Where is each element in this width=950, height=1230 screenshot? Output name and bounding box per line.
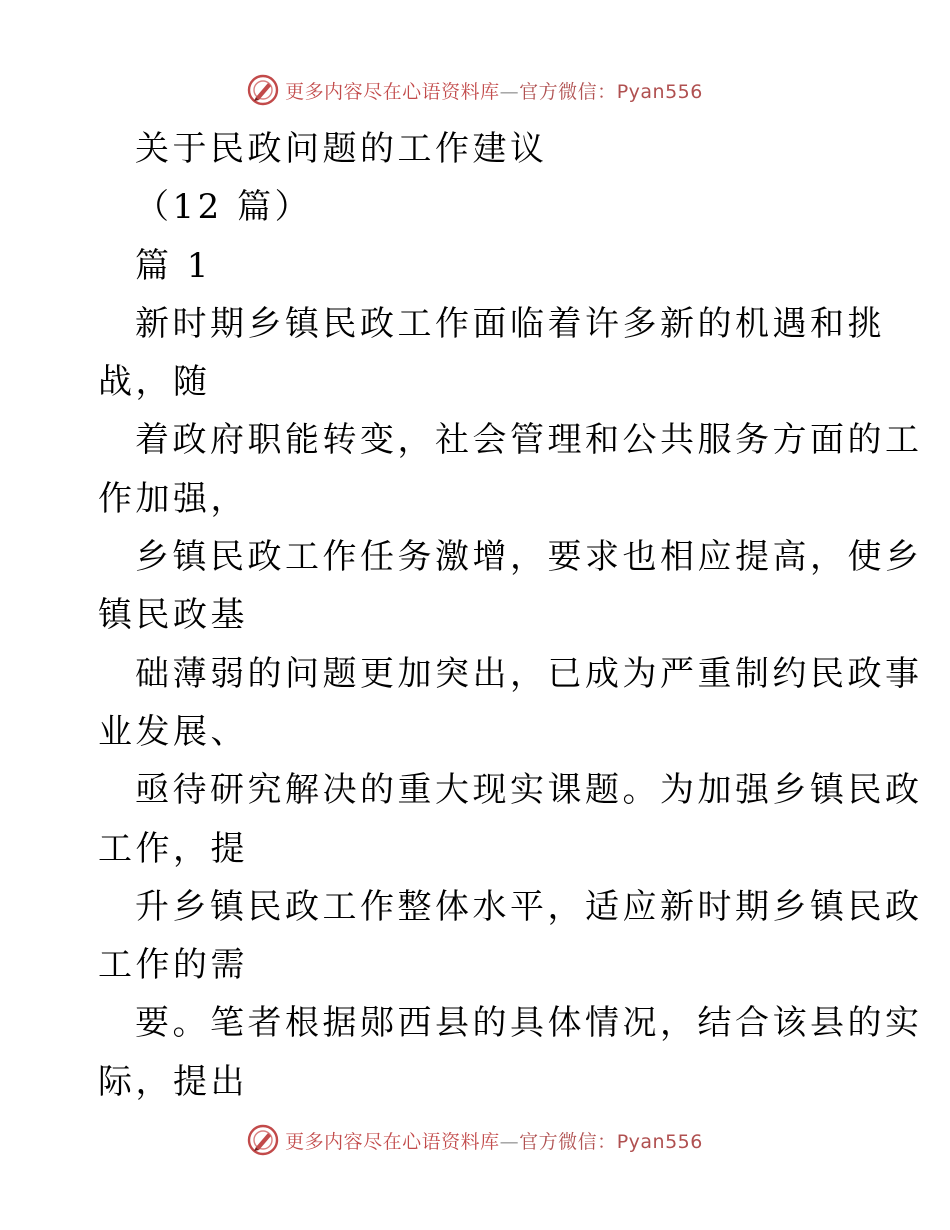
- text-line: 关于民政问题的工作建议: [135, 129, 548, 169]
- watermark-site-text: 更多内容尽在心语资料库: [285, 80, 500, 103]
- text-line: 新时期乡镇民政工作面临着许多新的机遇和挑: [135, 303, 885, 344]
- text-line: 际，提出: [98, 1061, 248, 1102]
- text-line: 着政府职能转变，社会管理和公共服务方面的工: [135, 420, 923, 461]
- watermark-group: [247, 1124, 703, 1156]
- watermark-wechat-label: 官方微信：: [519, 80, 617, 103]
- text-line: 乡镇民政工作任务激增，要求也相应提高，使乡: [135, 537, 923, 578]
- watermark-text: [285, 77, 703, 104]
- text-line: 业发展、: [98, 711, 248, 752]
- watermark-separator: —: [499, 80, 520, 103]
- watermark-separator: —: [499, 1130, 520, 1153]
- text-line: 础薄弱的问题更加突出，已成为严重制约民政事: [135, 653, 923, 694]
- text-line: 作加强，: [98, 478, 248, 519]
- watermark-site-text: 更多内容尽在心语资料库: [285, 1130, 500, 1153]
- text-line: 镇民政基: [98, 595, 248, 636]
- text-line: 亟待研究解决的重大现实课题。为加强乡镇民政: [135, 770, 923, 811]
- text-line: 升乡镇民政工作整体水平，适应新时期乡镇民政: [135, 886, 923, 927]
- pen-logo-icon: [247, 74, 279, 106]
- watermark-wechat-id: Pyan556: [616, 80, 703, 103]
- pen-logo-icon: [247, 1124, 279, 1156]
- document-body: [98, 120, 923, 1111]
- text-line: 战，随: [98, 362, 211, 403]
- text-line: 要。笔者根据郧西县的具体情况，结合该县的实: [135, 1003, 923, 1044]
- text-line: 工作的需: [98, 945, 248, 986]
- footer-watermark: [0, 1120, 950, 1160]
- text-line: 工作，提: [98, 828, 248, 869]
- text-line: 篇 1: [135, 245, 212, 286]
- watermark-wechat-id: Pyan556: [616, 1130, 703, 1153]
- text-line: （12 篇）: [135, 187, 313, 228]
- watermark-group: [247, 74, 703, 106]
- watermark-wechat-label: 官方微信：: [519, 1130, 617, 1153]
- header-watermark: [0, 70, 950, 110]
- watermark-text: [285, 1127, 703, 1154]
